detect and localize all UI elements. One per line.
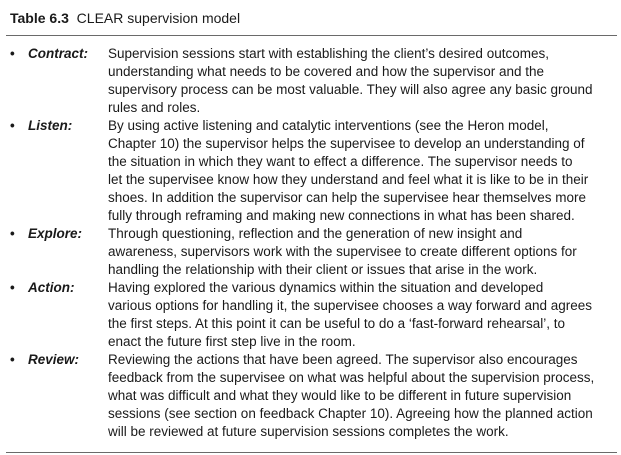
model-entry bbox=[0, 225, 621, 279]
description-line: feedback from the supervisee on what was helpful about the supervision process, bbox=[108, 370, 595, 385]
description-line: the first steps. At this point it can be useful to do a ‘fast-forward rehearsal’, to bbox=[108, 316, 565, 331]
model-entries bbox=[0, 45, 621, 441]
entry-description bbox=[108, 45, 616, 117]
bullet-icon: • bbox=[10, 280, 15, 295]
entry-description bbox=[108, 351, 616, 441]
table-number: Table 6.3 bbox=[10, 10, 69, 26]
description-line: enact the future first step live in the room. bbox=[108, 334, 356, 349]
description-line: let the supervisee know how they understand and feel what it is like to be in their bbox=[108, 172, 589, 187]
top-rule bbox=[6, 35, 617, 36]
description-line: rules and roles. bbox=[108, 100, 201, 115]
entry-term: Contract: bbox=[28, 46, 88, 61]
table-title: CLEAR supervision model bbox=[76, 10, 241, 26]
description-line: fully through reframing and making new connections in what has been shared. bbox=[108, 208, 575, 223]
entry-description bbox=[108, 279, 616, 351]
description-line: shoes. In addition the supervisor can help the supervisee hear themselves more bbox=[108, 190, 587, 205]
entry-term: Listen: bbox=[28, 118, 73, 133]
description-line: various options for handling it, the supervisee chooses a way forward and agrees bbox=[108, 298, 593, 313]
model-entry bbox=[0, 117, 621, 225]
model-entry bbox=[0, 351, 621, 441]
description-line: Through questioning, reflection and the generation of new insight and bbox=[108, 226, 523, 241]
entry-term: Explore: bbox=[28, 226, 83, 241]
entry-description bbox=[108, 117, 616, 225]
description-line: what was difficult and what they would like to be different in future supervision bbox=[108, 388, 572, 403]
description-line: By using active listening and catalytic interventions (see the Heron model, bbox=[108, 118, 549, 133]
description-line: Reviewing the actions that have been agreed. The supervisor also encourages bbox=[108, 352, 578, 367]
description-line: Chapter 10) the supervisor helps the supervisee to develop an understanding of bbox=[108, 136, 585, 151]
description-line: understanding what needs to be covered and how the supervisor and the bbox=[108, 64, 545, 79]
bullet-icon: • bbox=[10, 46, 15, 61]
description-line: supervisory process can be most valuable. They will also agree any basic ground bbox=[108, 82, 593, 97]
bullet-icon: • bbox=[10, 352, 15, 367]
model-entry bbox=[0, 279, 621, 351]
model-entry bbox=[0, 45, 621, 117]
description-line: will be reviewed at future supervision sessions completes the work. bbox=[108, 424, 509, 439]
table-caption bbox=[10, 9, 240, 27]
description-line: Having explored the various dynamics within the situation and developed bbox=[108, 280, 544, 295]
description-line: awareness, supervisors work with the supervisee to create different options for bbox=[108, 244, 577, 259]
description-line: sessions (see section on feedback Chapter 10). Agreeing how the planned action bbox=[108, 406, 593, 421]
bullet-icon: • bbox=[10, 226, 15, 241]
description-line: the situation in which they want to effect a difference. The supervisor needs to bbox=[108, 154, 573, 169]
entry-term: Review: bbox=[28, 352, 80, 367]
description-line: Supervision sessions start with establishing the client’s desired outcomes, bbox=[108, 46, 549, 61]
bottom-rule bbox=[6, 452, 617, 453]
description-line: handling the relationship with their client or issues that arise in the work. bbox=[108, 262, 538, 277]
entry-term: Action: bbox=[28, 280, 75, 295]
bullet-icon: • bbox=[10, 118, 15, 133]
entry-description bbox=[108, 225, 616, 279]
